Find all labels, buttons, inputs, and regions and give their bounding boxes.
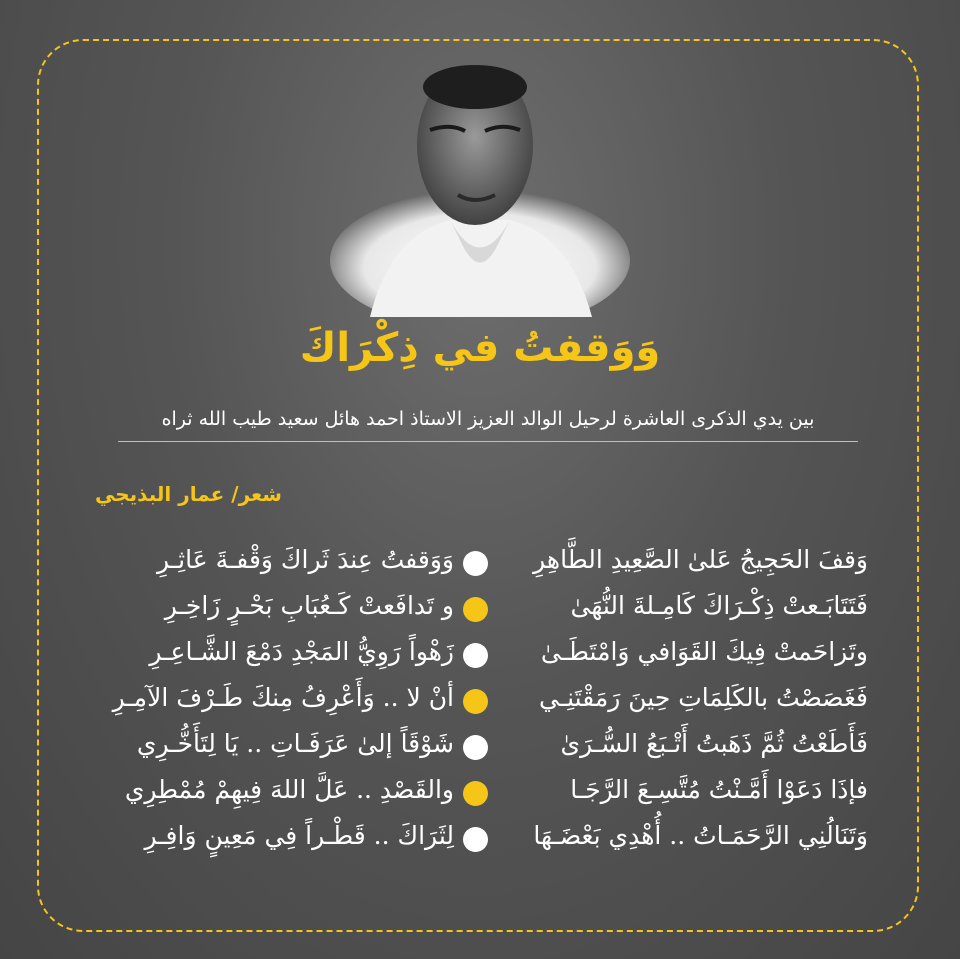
verse-row [0, 637, 960, 677]
verse-second-half: و تَدافَعتْ كَـعُبَابِ بَحْـرٍ زَاخِـرِ [164, 591, 454, 620]
verse-second-half: زَهْواً رَوِيُّ المَجْدِ دَمْعَ الشَّـاعِـرِ [149, 637, 454, 666]
verse-row [0, 775, 960, 815]
subtitle-divider [118, 441, 858, 442]
verse-bullet [463, 689, 488, 714]
poem-title: وَوَقفتُ في ذِكْرَاكَ [299, 325, 661, 371]
verse-bullet [463, 551, 488, 576]
portrait-photo [330, 55, 630, 317]
poem-author: شعر/ عمار البذيجي [95, 482, 282, 506]
verse-first-half: وَتَنَالُنِي الرَّحَمَـاتُ .. أُهْدِي بَعْضَـهَا [533, 821, 868, 850]
poem-subtitle: بين يدي الذكرى العاشرة لرحيل الوالد العزيز الاستاذ احمد هائل سعيد طيب الله ثراه [161, 408, 815, 430]
verse-row [0, 729, 960, 769]
verse-row [0, 591, 960, 631]
verse-first-half: فَأَطَعْتُ ثُمَّ ذَهَبتُ أَتْـبَعُ السُّـرَىٰ [560, 729, 868, 758]
verse-second-half: وَوَقفتُ عِندَ ثَراكَ وَقْفـةَ عَاثِـرِ [157, 545, 454, 574]
verse-first-half: فَغَصَصْتُ بالكَلِمَاتِ حِينَ رَمَقْتَنِـي [538, 683, 868, 712]
verse-second-half: شَوْقَاً إلىٰ عَرَفَـاتِ .. يَا لِتَأَخُّـرِي [136, 729, 454, 758]
verse-first-half: وَقفَ الحَجِيجُ عَلىٰ الصَّعِيدِ الطَّاهِرِ [533, 545, 868, 574]
verse-second-half: أنْ لا .. وَأَعْرِفُ مِنكَ طَـرْفَ الآمِـرِ [112, 683, 454, 712]
verse-bullet [463, 597, 488, 622]
verse-first-half: وتَزاحَمتْ فِيكَ القَوَافي وَامْتَطَـىٰ [540, 637, 868, 666]
verse-bullet [463, 643, 488, 668]
verse-bullet [463, 781, 488, 806]
verse-row [0, 545, 960, 585]
verse-first-half: فَتَتَابَـعتْ ذِكْـرَاكَ كَامِـلةَ النُّهَىٰ [570, 591, 868, 620]
verse-bullet [463, 735, 488, 760]
verse-second-half: والقَصْدِ .. عَلَّ اللهَ فِيهِمْ مُمْطِرِي [124, 775, 454, 804]
verse-row [0, 821, 960, 861]
verse-row [0, 683, 960, 723]
verse-second-half: لِثَرَاكَ .. قَطْـراً فِي مَعِينٍ وَافِـرِ [144, 821, 454, 850]
verse-bullet [463, 827, 488, 852]
verse-first-half: فإذَا دَعَوْا أَمَّـنْتُ مُتَّسِـعَ الرَّجَـا [570, 775, 868, 804]
